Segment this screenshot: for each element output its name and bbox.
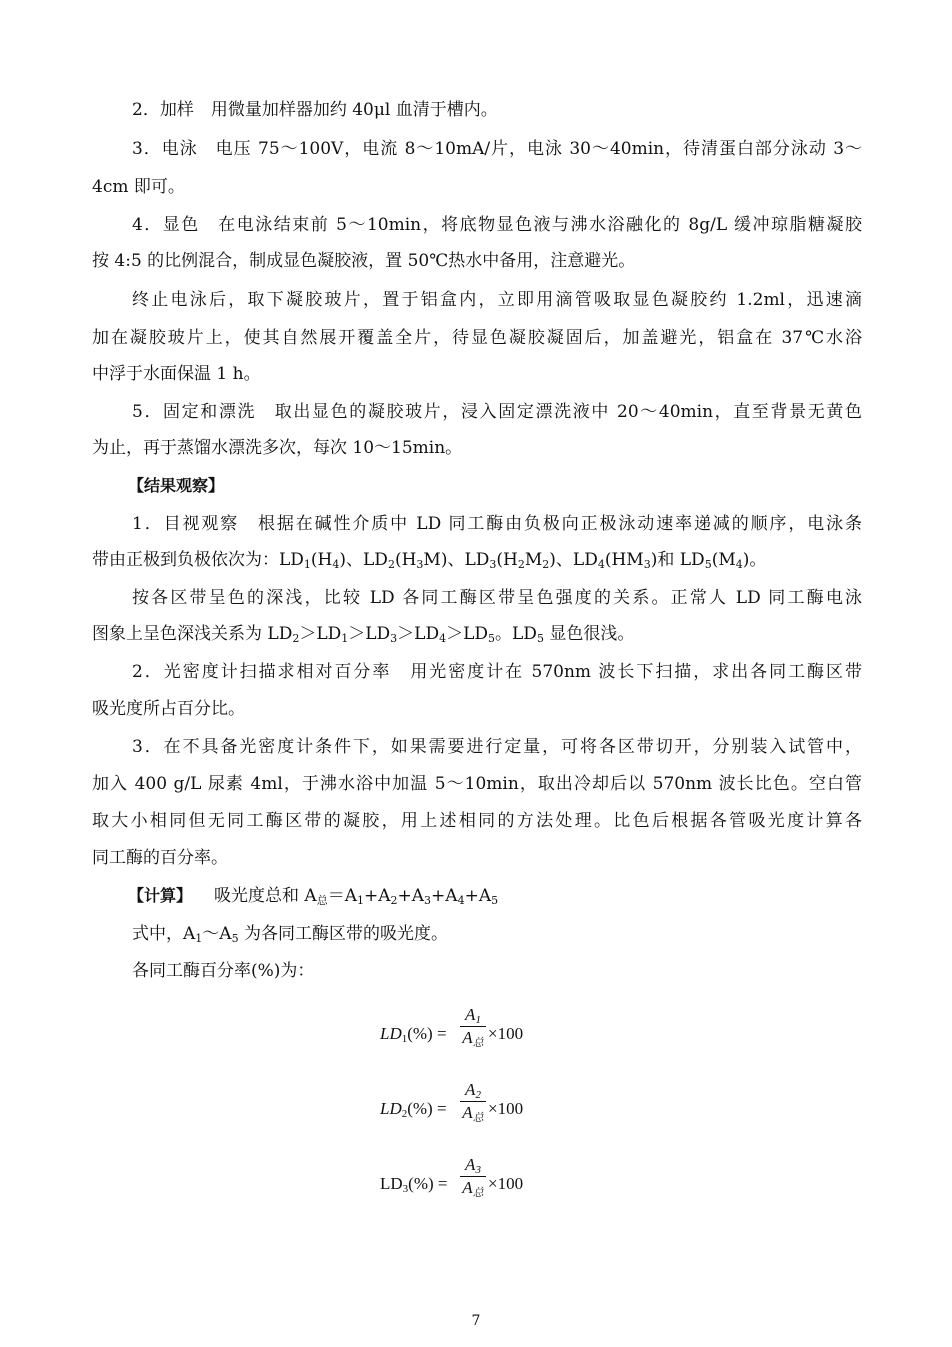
paragraph-where: 式中，$A_1\sim A_5$ 为各同工酶区带的吸光度。 [132, 924, 448, 945]
paragraph-color-development: 4．显色 在电泳结束前 5～10min，将底物显色液与沸水浴融化的 8g/L 缓冲琼脂糖凝胶 [132, 215, 862, 235]
paragraph-densitometer-scan-cont: 吸光度所占百分比。 [92, 699, 245, 719]
paragraph-fix-rinse: 5．固定和漂洗 取出显色的凝胶玻片，浸入固定漂洗液中 20～40min，直至背景无黄色 [132, 402, 862, 422]
paragraph-color-development-cont: 按 4:5 的比例混合，制成显色凝胶液，置 50℃热水中备用，注意避光。 [92, 251, 636, 271]
paragraph-color-depth-cont: 图象上呈色深浅关系为 $LD_2>LD_1>LD_3>LD_4>LD_5$。$LD_5$ 显色很浅。 [92, 624, 635, 645]
paragraph-no-densitometer-cont-2: 取大小相同但无同工酶区带的凝胶，用上述相同的方法处理。比色后根据各管吸光度计算各 [92, 811, 862, 831]
paragraph-color-depth: 按各区带呈色的深浅，比较 LD 各同工酶区带呈色强度的关系。正常人 LD 同工酶电泳 [132, 588, 862, 608]
paragraph-no-densitometer-cont-1: 加入 400 g/L 尿素 4ml，于沸水浴中加温 5～10min，取出冷却后以 570nm 波长比色。空白管 [92, 774, 862, 794]
paragraph-visual-observation-cont: 带由正极到负极依次为：$LD_1(H_4)$、$LD_2(H_3M)$、$LD_3(H_2M_2)$、$LD_4(HM_3)$和 $LD_5(M_4)$。 [92, 550, 767, 571]
paragraph-no-densitometer: 3．在不具备光密度计条件下，如果需要进行定量，可将各区带切开，分别装入试管中， [132, 737, 862, 757]
heading-calculation: 【计算】 [128, 886, 193, 905]
document-page: 2．加样 用微量加样器加约 40μl 血清于槽内。 3．电泳 电压 75～100V，电流 8～10mA/片，电泳 30～40min，待清蛋白部分泳动 3～ 4cm 即可。 4．显色 在电泳结束前 5～10min，将底物显色液与沸水浴融化的 8g/L 缓冲琼脂糖凝胶 按 4:5 的比例混合，制成显色凝胶液，置 50℃热水中备用，注意避光。 终止电泳后，取下凝胶玻片，置于铝盒内，立即用滴管吸取显色凝胶约 1.2ml，迅速滴 加在凝胶玻片上，使其自然展开覆盖全片，待显色凝胶凝固后，加盖避光，铝盒在 37℃水浴 中浮于水面保温 1 h。 5．固定和漂洗 取出显色的凝胶玻片，浸入固定漂洗液中 20～40min，直至背景无黄色 为止，再于蒸馏水漂洗多次，每次 10～15min。 【结果观察】 1．目视观察 根据在碱性介质中 LD 同工酶由负极向正极泳动速率递减的顺序，电泳条 带由正极到负极依次为：$LD_1(H_4)$、$LD_2(H_3M)$、$LD_3(H_2M_2)$、$LD_4(HM_3)$和 $LD_5(M_4)$。 按各区带呈色的深浅，比较 LD 各同工酶区带呈色强度的关系。正常人 LD 同工酶电泳 图象上呈色深浅关系为 $LD_2>LD_1>LD_3>LD_4>LD_5$。$LD_5$ 显色很浅。 2．光密度计扫描求相对百分率 用光密度计在 570nm 波长下扫描，求出各同工酶区带 吸光度所占百分比。 3．在不具备光密度计条件下，如果需要进行定量，可将各区带切开，分别装入试管中， 加入 400 g/L 尿素 4ml，于沸水浴中加温 5～10min，取出冷却后以 570nm 波长比色。空白管 取大小相同但无同工酶区带的凝胶，用上述相同的方法处理。比色后根据各管吸光度计算各 同工酶的百分率。 【计算】 吸光度总和 $A_总=A_1+A_2+A_3+A_4+A_5$ 式中，$A_1\sim A_5$ 为各同工酶区带的吸光度。 各同工酶百分率(%)为： $LD_1(\%)$ = $A_1$ $A_总$ ×100 $LD_2(\%)$ = $A_2$ $A_总$ ×100 $LD_3(\%)$ = $A_3$ $A_总$ ×100 7 [0, 0, 952, 1347]
paragraph-electrophoresis: 3．电泳 电压 75～100V，电流 8～10mA/片，电泳 30～40min，待清蛋白部分泳动 3～ [132, 139, 862, 159]
heading-result-observation: 【结果观察】 [128, 476, 225, 495]
paragraph-stop-electrophoresis-cont: 加在凝胶玻片上，使其自然展开覆盖全片，待显色凝胶凝固后，加盖避光，铝盒在 37℃水浴 [92, 328, 862, 348]
calculation-line: 【计算】 吸光度总和 $A_总=A_1+A_2+A_3+A_4+A_5$ [128, 886, 499, 907]
paragraph-no-densitometer-end: 同工酶的百分率。 [92, 848, 228, 868]
paragraph-percent-intro: 各同工酶百分率(%)为： [132, 961, 315, 981]
paragraph-electrophoresis-cont: 4cm 即可。 [92, 177, 185, 197]
paragraph-add-sample: 2．加样 用微量加样器加约 40μl 血清于槽内。 [132, 100, 498, 120]
paragraph-visual-observation: 1．目视观察 根据在碱性介质中 LD 同工酶由负极向正极泳动速率递减的顺序，电泳条 [132, 514, 862, 534]
paragraph-stop-electrophoresis-end: 中浮于水面保温 1 h。 [92, 364, 261, 384]
fraction: $A_2$ $A_总$ [460, 1079, 486, 1124]
fraction: $A_3$ $A_总$ [460, 1154, 486, 1199]
paragraph-fix-rinse-cont: 为止，再于蒸馏水漂洗多次，每次 10～15min。 [92, 438, 463, 458]
paragraph-stop-electrophoresis: 终止电泳后，取下凝胶玻片，置于铝盒内，立即用滴管吸取显色凝胶约 1.2ml，迅速滴 [132, 290, 862, 310]
paragraph-densitometer-scan: 2．光密度计扫描求相对百分率 用光密度计在 570nm 波长下扫描，求出各同工酶区带 [132, 662, 862, 682]
page-number: 7 [471, 1313, 481, 1329]
fraction: $A_1$ $A_总$ [460, 1004, 486, 1049]
